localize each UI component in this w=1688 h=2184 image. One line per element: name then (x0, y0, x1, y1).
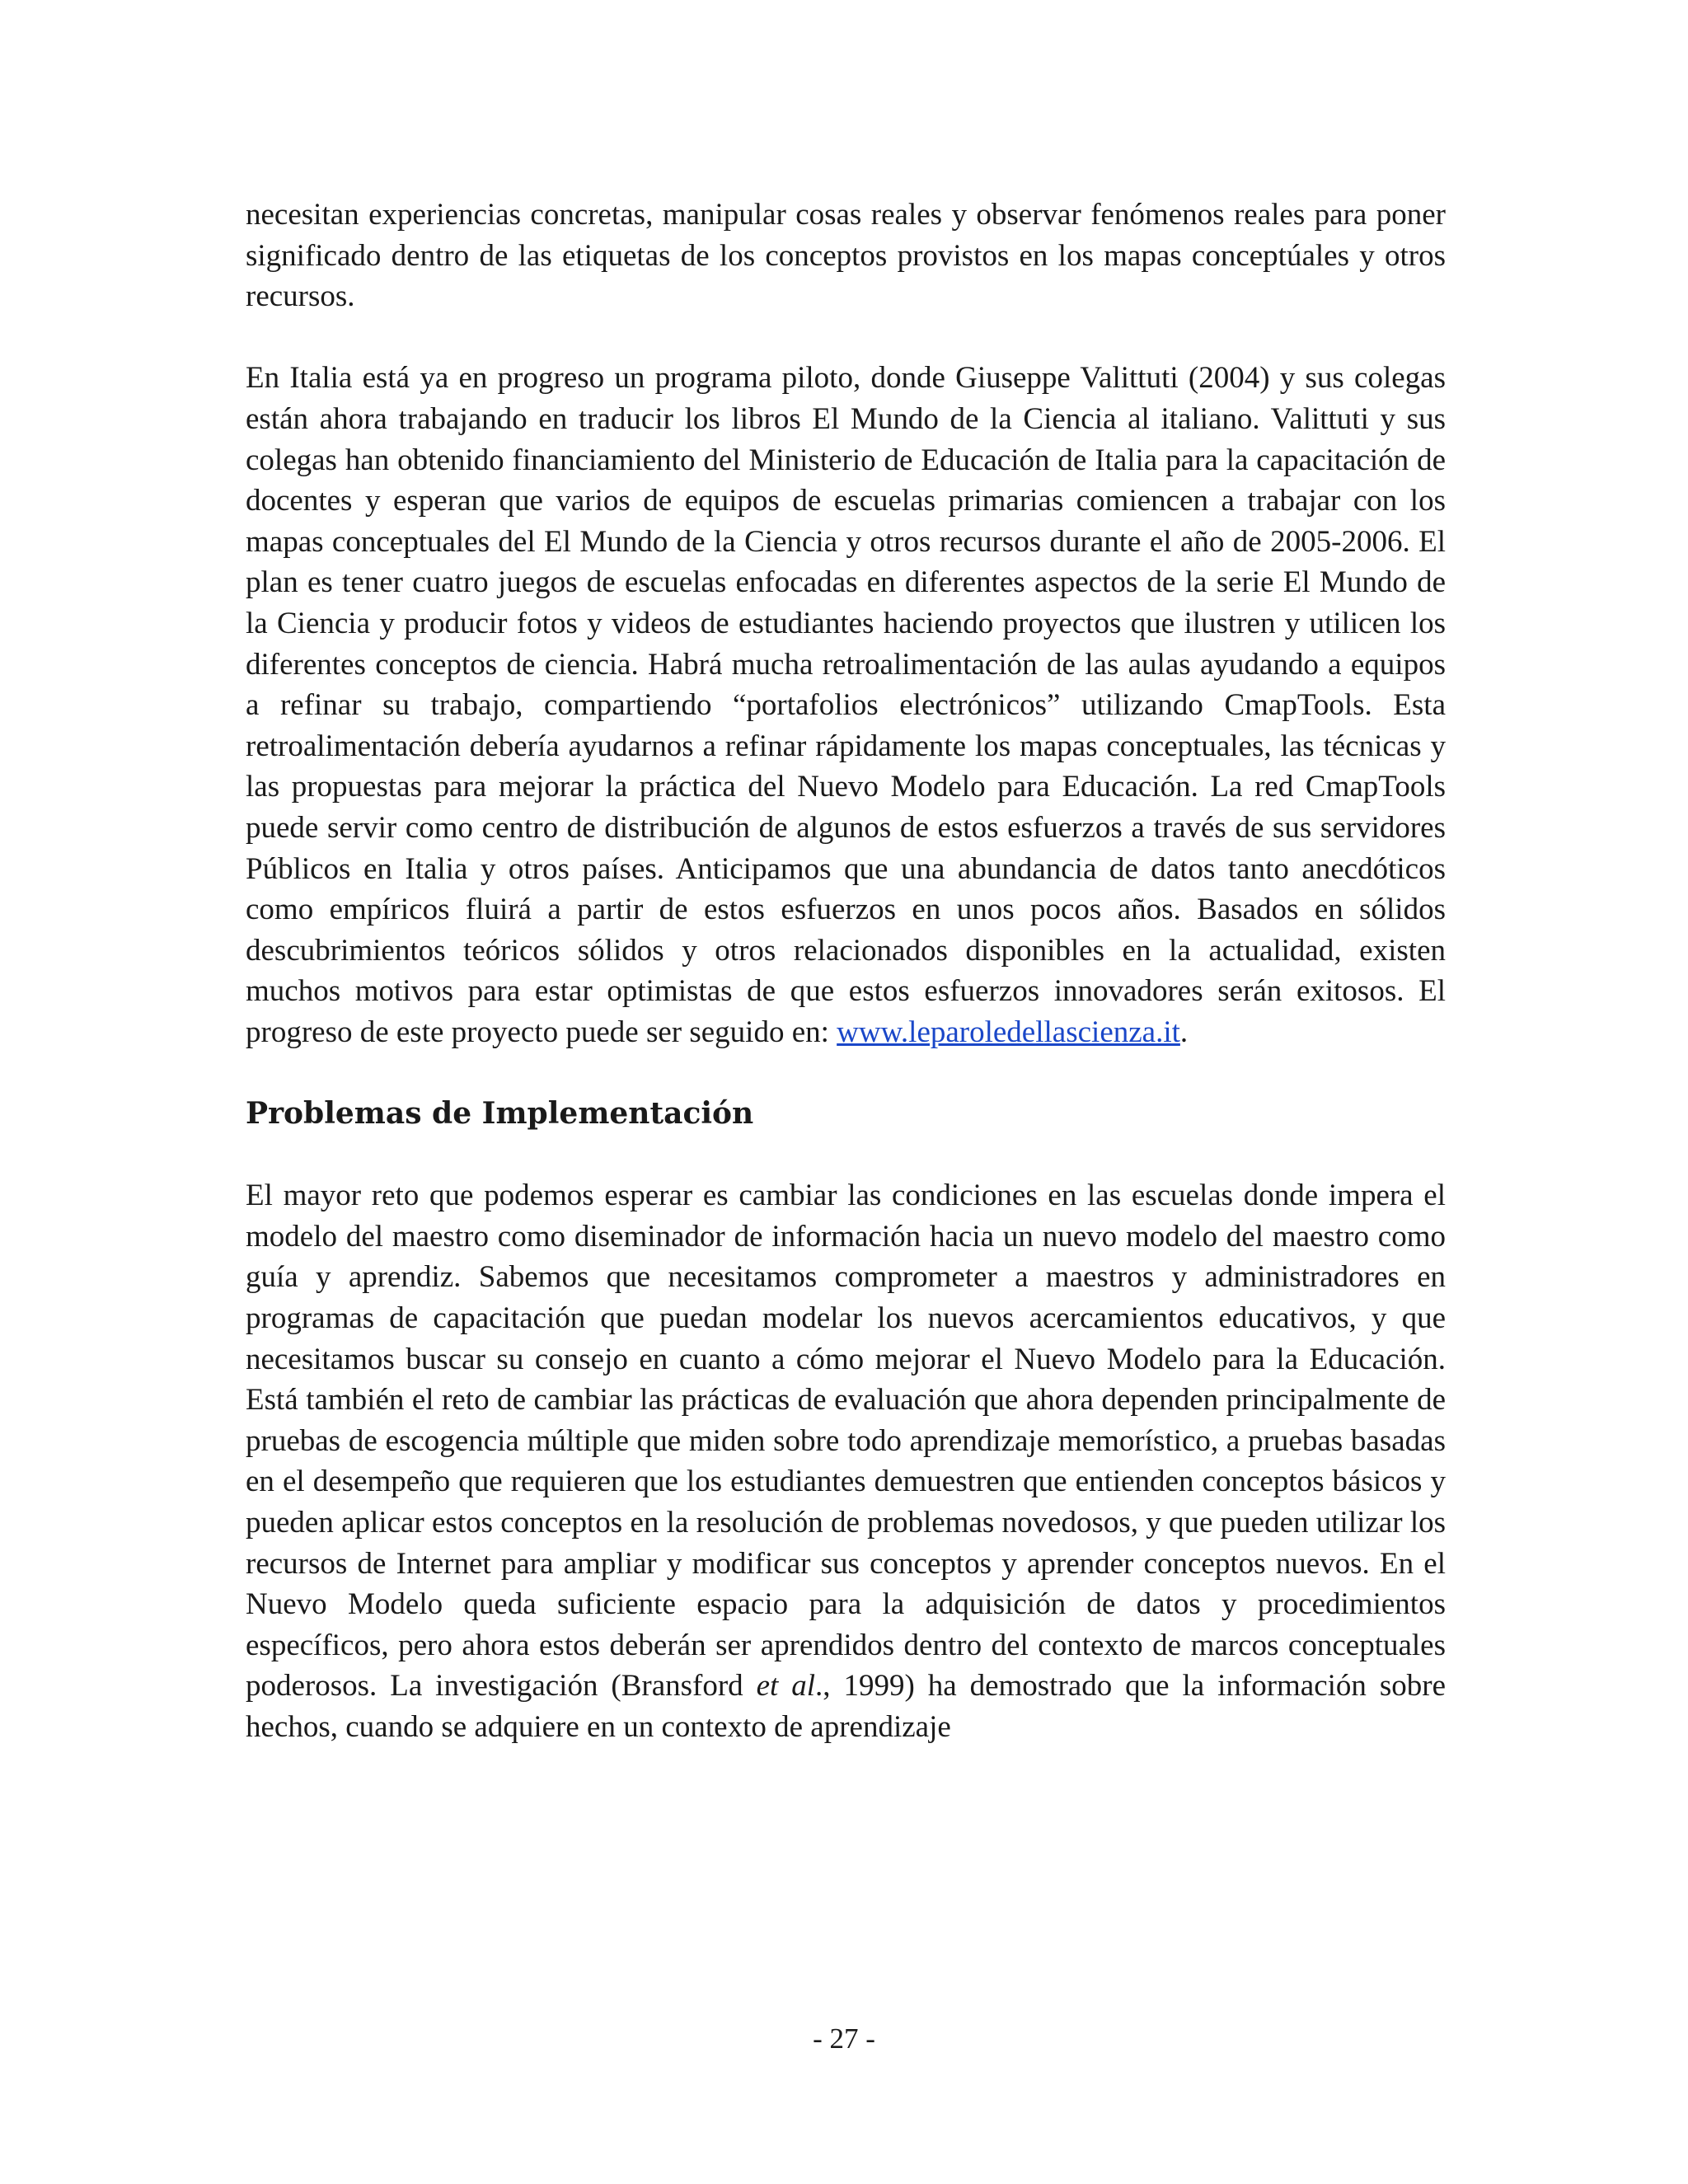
paragraph-1: necesitan experiencias concretas, manipular cosas reales y observar fenómenos reales para poner significado dentro de las etiquetas de los conceptos provistos en los mapas conceptúales y otros recursos. (246, 198, 1446, 314)
paragraph-2 (246, 358, 1446, 1052)
paragraph-3 (246, 1175, 1446, 1747)
paragraph-spacer (246, 1052, 1446, 1094)
paragraph-spacer (246, 317, 1446, 359)
project-link[interactable]: www.leparoledellascienza.it (837, 1015, 1180, 1049)
section-heading: Problemas de Implementación (246, 1096, 754, 1132)
paragraph-2-text: En Italia está ya en progreso un programa piloto, donde Giuseppe Valittuti (2004) y sus colegas están ahora trabajando en traducir los libros El Mundo de la Ciencia al italiano. Valittuti y sus colegas han obtenido financiamiento del Ministerio de Educación de Italia para la capacitación de docentes y esperan que varios de equipos de escuelas primarias comiencen a trabajar con los mapas conceptuales del El Mundo de la Ciencia y otros recursos durante el año de 2005-2006. El plan es tener cuatro juegos de escuelas enfocadas en diferentes aspectos de la serie El Mundo de la Ciencia y producir fotos y videos de estudiantes haciendo proyectos que ilustren y utilicen los diferentes conceptos de ciencia. Habrá mucha retroalimentación de las aulas ayudando a equipos a refinar su trabajo, compartiendo “portafolios electrónicos” utilizando CmapTools. Esta retroalimentación debería ayudarnos a refinar rápidamente los mapas conceptuales, las técnicas y las propuestas para mejorar la práctica del Nuevo Modelo para Educación. La red CmapTools puede servir como centro de distribución de algunos de estos esfuerzos a través de sus servidores Públicos en Italia y otros países. Anticipamos que una abundancia de datos tanto anecdóticos como empíricos fluirá a partir de estos esfuerzos en unos pocos años. Basados en sólidos descubrimientos teóricos sólidos y otros relacionados disponibles en la actualidad, existen muchos motivos para estar optimistas de que estos esfuerzos innovadores serán exitosos. El progreso de este proyecto puede ser seguido en: (246, 361, 1446, 1049)
page-number: - 27 - (813, 2022, 875, 2055)
citation-italic: et al (756, 1669, 816, 1704)
paragraph-3-text-after: ., 1999) ha demostrado que la información sobre hechos, cuando se adquiere en un contexto de aprendizaje (246, 1669, 1447, 1744)
paragraph-3-text-before: El mayor reto que podemos esperar es cambiar las condiciones en las escuelas donde impera el modelo del maestro como diseminador de información hacia un nuevo modelo del maestro como guía y aprendiz. Sabemos que necesitamos comprometer a maestros y administradores en programas de capacitación que puedan modelar los nuevos acercamientos educativos, y que necesitamos buscar su consejo en cuanto a cómo mejorar el Nuevo Modelo para la Educación. Está también el reto de cambiar las prácticas de evaluación que ahora dependen principalmente de pruebas de escogencia múltiple que miden sobre todo aprendizaje memorístico, a pruebas basadas en el desempeño que requieren que los estudiantes demuestren que entienden conceptos básicos y pueden aplicar estos conceptos en la resolución de problemas novedosos, y que pueden utilizar los recursos de Internet para ampliar y modificar sus conceptos y aprender conceptos nuevos. En el Nuevo Modelo queda suficiente espacio para la adquisición de datos y procedimientos específicos, pero ahora estos deberán ser aprendidos dentro del contexto de marcos conceptuales poderosos. La investigación (Bransford (246, 1179, 1446, 1704)
page-content (246, 194, 1446, 1748)
paragraph-spacer (246, 1135, 1446, 1176)
paragraph-2-end: . (1179, 1015, 1189, 1049)
